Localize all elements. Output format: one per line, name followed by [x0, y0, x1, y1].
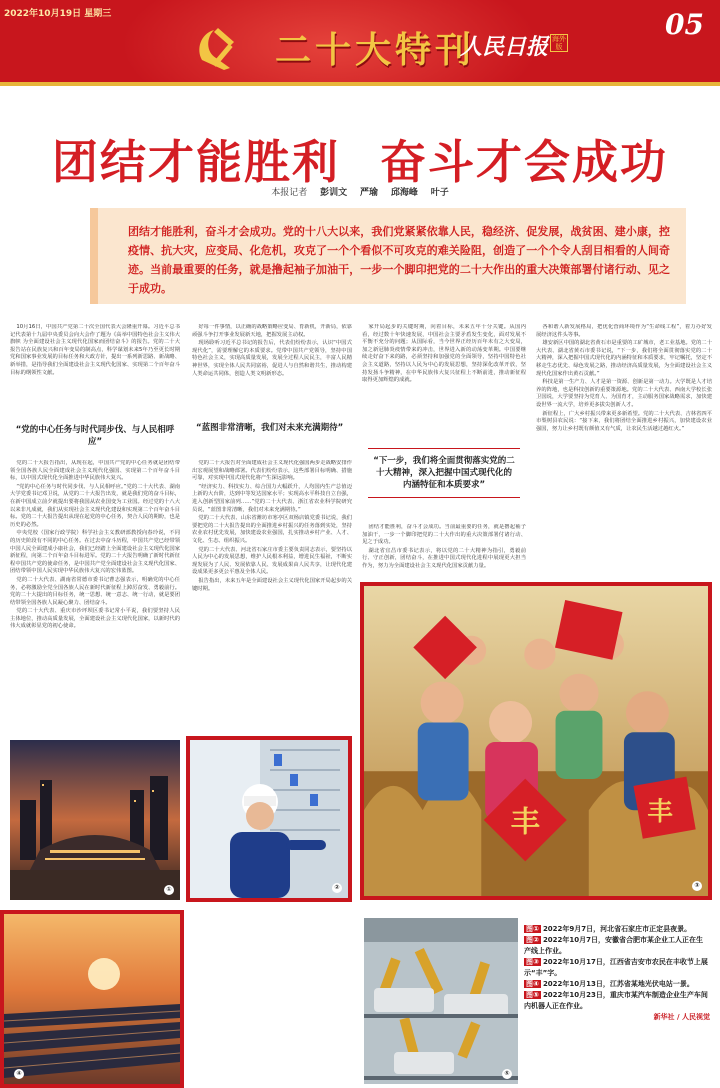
photo-credit: 新华社 / 人民视觉	[653, 1013, 710, 1021]
caption-item	[524, 924, 710, 935]
party-emblem-icon	[190, 22, 246, 72]
banner-divider	[0, 82, 720, 86]
masthead-logo: 人民日报	[460, 34, 549, 60]
caption-item	[524, 935, 710, 957]
caption-tag: 图③	[526, 958, 539, 966]
body-paragraph: 党的二十大代表、河北省石家庄市委主要负责同志表示，要坚持以人民为中心的发展思想，维护人民根本利益，增进民生福祉，不断实现发展为了人民、发展依靠人民、发展成果由人民共享，让现代化建设成果更多更公平惠及全体人民。	[192, 546, 352, 576]
subhead-1: “党的中心任务与时代同步伐、与人民相呼应”	[15, 425, 175, 447]
masthead-badge: 海外版	[552, 35, 566, 51]
caption-text: 2022年10月23日，重庆市某汽车制造企业生产车间内机器人正在作业。	[524, 991, 708, 1010]
caption-tag: 图②	[526, 936, 539, 944]
body-paragraph: 雄安新区中国的湖北省黄石市是重要的工矿城市，老工业基地。党的二十大代表、湖北省黄石市委书记说，“下一步，我们将全面贯彻落实党的二十大精神，深入把握中国式现代化的内涵特征和本质要求，牢记嘱托，坚定不移走生态优先、绿色发展之路，推动经济高质量发展，为全面建设社会主义现代化国家作出黄石贡献。”	[536, 340, 712, 377]
caption-item	[524, 990, 710, 1012]
byline-author: 严瑜	[359, 188, 378, 198]
body-paragraph: 湖北省宜昌市委书记表示，将以党的二十大精神为指引，勇毅前行、守正创新，团结奋斗，在推进中国式现代化进程中展现更大担当作为，努力为全面建设社会主义现代化国家贡献力量。	[362, 547, 526, 569]
column-2-intro	[192, 324, 352, 412]
column-3-intro	[362, 324, 526, 442]
body-paragraph: “党的中心任务与时代同步伐、与人民相呼应。”党的二十大代表、湖南大学党委书记邓卫说，从党的二十大报告出发，就是我们党的奋斗目标，在新中国成立前夕就提出要将我国从农业国变为工业国。经过党的十八大以来非凡成就，我们从实现社会主义现代化建设和实现第二个百年奋斗目标。党的二十大报告提出从现在起党的中心任务，契合人民的期盼，也是历史的必然。	[10, 483, 180, 528]
page-number: 05	[665, 8, 704, 41]
byline	[0, 185, 720, 198]
byline-label: 本报记者	[271, 188, 308, 198]
body-paragraph: 新征程上，广大乡村振兴带来更多新希望。党的二十大代表、吉林省四平市梨树县农民说：“接下来，我们将团结全面推进乡村振兴，加快建设农业强国，努力让乡村既有颜值又有气质，让农民生活越过越红火。”	[536, 410, 712, 432]
photo-number: ①	[164, 885, 174, 895]
byline-author: 邱海峰	[390, 188, 418, 198]
solar-farm-photo	[0, 910, 184, 1088]
headline-part-1: 团结才能胜利	[52, 135, 340, 189]
caption-text: 2022年9月7日，河北省石家庄市正定县夜景。	[542, 925, 692, 933]
body-paragraph: 各和谐人新发展格局，把优化营商环境作为“生命线工程”，着力办好发展经济这件头等事。	[536, 324, 712, 338]
column-4-body	[536, 324, 712, 572]
body-paragraph: “经济实力、科技实力、综合国力大幅跃升，人均国内生产总值迈上新的大台阶，达到中等发达国家水平；实现高水平科技自立自强，进入创新型国家前列……”党的二十大代表、浙江省农业科学院研究员说，“蓝图非常清晰，我们对未来充满期待。”	[192, 483, 352, 513]
subhead-3: “下一步，我们将全面贯彻落实党的二十大精神，深入把握中国式现代化的内涵特征和本质要求”	[368, 448, 520, 498]
body-paragraph: 党的二十大报告对全面建成社会主义现代化强国两步走战略安排作出宏观展望和战略部署。代表们纷纷表示，这些部署目标明确、措施可靠，对实现中国式现代化将产生深远影响。	[192, 460, 352, 482]
svg-text:丰: 丰	[510, 804, 540, 839]
body-paragraph: 家开局起步的关键时期，向着目标，未来五年十分关键。从国内看，经过数十年快速发展，中国社会主要矛盾发生变化，面对发展不平衡不充分的问题；从国际看，当今世界正经历百年未有之大变局，加之新冠肺炎疫情带来的冲击，世界进入新的动荡变革期。中国要继续走好奋下来的路，必须坚持和加强党的全面领导，坚持中国特色社会主义道路，坚持以人民为中心的发展思想，坚持深化改革开放，坚持发扬斗争精神，在中华民族伟大复兴征程上不断前进，推动新征程取得更加辉煌的成就。	[362, 324, 526, 384]
special-issue-title: 二十大特刊	[275, 29, 476, 71]
svg-text:丰: 丰	[647, 795, 673, 826]
caption-tag: 图⑤	[526, 991, 539, 999]
main-headline	[0, 126, 720, 192]
body-paragraph: 党的二十大代表、山东省潍坊市寒亭区双杨店镇党委书记说，我们要把党的二十大报告提出的全面推进乡村振兴的任务落到实处，坚持农业农村优先发展，加快建设农业强国，扎实推动乡村产业、人才、文化、生态、组织振兴。	[192, 515, 352, 544]
harvest-celebration-photo	[360, 582, 712, 900]
caption-item	[524, 979, 710, 990]
caption-item	[524, 957, 710, 979]
lead-paragraph: 团结才能胜利，奋斗才会成功。党的十八大以来，我们党紧紧依靠人民，稳经济、促发展，战贫困、建小康，控疫情、抗大灾，应变局、化危机，攻克了一个个看似不可攻克的难关险阻，创造了一个个令人刮目相看的人间奇迹。当前最重要的任务，就是撸起袖子加油干，一步一个脚印把党的二十大作出的重大决策部署付诸行动、见之于成功。	[128, 225, 670, 295]
lead-paragraph-box	[90, 208, 686, 304]
byline-author: 叶子	[430, 188, 449, 198]
photo-number: ⑤	[502, 1069, 512, 1079]
issue-date: 2022年10月19日 星期三	[4, 9, 112, 19]
body-paragraph: 团结才能胜利，奋斗才会成功。当前最重要的任务，就是撸起袖子加油干，一步一个脚印把党的二十大作出的重大决策部署付诸行动、见之于成功。	[362, 524, 526, 546]
body-paragraph: 中央党校（国家行政学院）科学社会主义教研部教授向春玲说，不同的历史阶段有不同的中心任务。在过去中奋斗历程，中国共产党已经带领中国人民全面建成小康社会，我们已经踏上全面建设社会主义现代化国家新征程，向第二个百年奋斗目标进军。党的二十大报告明确了新时代新征程中国共产党的使命任务，是中国共产党全面建设社会主义现代化国家、团结带领中国人民实现中华民族伟大复兴的宏伟蓝图。	[10, 530, 180, 575]
city-skyline-photo	[10, 740, 180, 900]
photo-number: ②	[332, 883, 342, 893]
caption-text: 2022年10月13日，江苏省某地光伏电站一景。	[542, 980, 694, 988]
subhead-2: “蓝图非常清晰，我们对未来充满期待”	[196, 423, 344, 433]
column-1-body	[10, 460, 180, 732]
robot-factory-photo	[364, 918, 518, 1084]
top-banner	[0, 0, 720, 86]
byline-author: 彭训文	[320, 188, 348, 198]
body-paragraph: 10月16日，中国共产党第二十次全国代表大会隆重开幕。习近平总书记代表第十九届中央委员会向大会作了题为《高举中国特色社会主义伟大旗帜 为全面建设社会主义现代化国家而团结奋斗》的报告。党的二十大报告站在民族复兴和百年变局的制高点，科学谋划未来5年乃至更长时期党和国家事业发展的目标任务和大政方针，提出一系列新思路、新战略、新举措，是指导我们全面建设社会主义现代化国家、实现第二个百年奋斗目标的纲领性文献。	[10, 324, 180, 376]
body-paragraph: 党的二十大代表、湖南省常德市委书记曹志强表示，明确党的中心任务，必将激励全党全国各族人民在新时代新征程上踔厉奋发、勇毅前行。党的二十大提出的目标任务，统一思想、统一意志、统一行动，就是要团结带领全国各族人民凝心聚力、团结奋斗。	[10, 576, 180, 606]
body-paragraph: 报告指出，未来五年是全面建设社会主义现代化国家开局起步的关键时期。	[192, 577, 352, 592]
caption-text: 2022年10月7日，安徽省合肥市某企业工人正在生产线上作业。	[524, 936, 704, 955]
caption-tag: 图①	[526, 925, 539, 933]
body-paragraph: 党的二十大报告指出，从现在起，中国共产党的中心任务就是团结带领全国各族人民全面建成社会主义现代化强国、实现第二个百年奋斗目标，以中国式现代化全面推进中华民族伟大复兴。	[10, 460, 180, 482]
body-paragraph: 现场聆听习近平总书记的报告后，代表们纷纷表示，认识“中国式现代化”，需要理解它的本质要求。党带中国共产党领导，坚持中国特色社会主义，实现高质量发展，发展全过程人民民主，丰富人民精神世界，实现全体人民共同富裕，促进人与自然和谐共生，推动构建人类命运共同体，创造人类文明新形态。	[192, 340, 352, 377]
caption-text: 2022年10月17日，江西省吉安市农民在丰收节上展示“丰”字。	[524, 958, 708, 977]
worker-photo	[186, 736, 352, 902]
headline-part-2: 奋斗才会成功	[380, 135, 668, 189]
body-paragraph: 党的二十大代表、重庆市沙坪坝区委书记常小平说，我们要坚持人民主体地位，推动高质量发展，全面建设社会主义现代化国家，以新时代的伟大成就彰显党的初心使命。	[10, 608, 180, 630]
body-paragraph: 好每一件事情，以正确的战略策略应变局、育新机，开新局，依靠顽强斗争打开事业发展新天地，把握发展主动权。	[192, 324, 352, 338]
body-paragraph: 科技是第一生产力、人才是第一资源、创新是第一动力。大学既是人才培养的阵地，也是科技创新的重要策源地。党的二十大代表、西南大学校长张卫国说，大学要坚持为党育人、为国育才，主动服务国家战略需求，加快建设世界一流大学，培养更多拔尖创新人才。	[536, 379, 712, 408]
column-2-body	[192, 460, 352, 732]
caption-tag: 图④	[526, 980, 539, 988]
photo-number: ③	[692, 881, 702, 891]
photo-caption-list	[524, 924, 710, 1082]
column-3-body	[362, 524, 526, 574]
photo-number: ④	[14, 1069, 24, 1079]
column-1-intro	[10, 324, 180, 412]
